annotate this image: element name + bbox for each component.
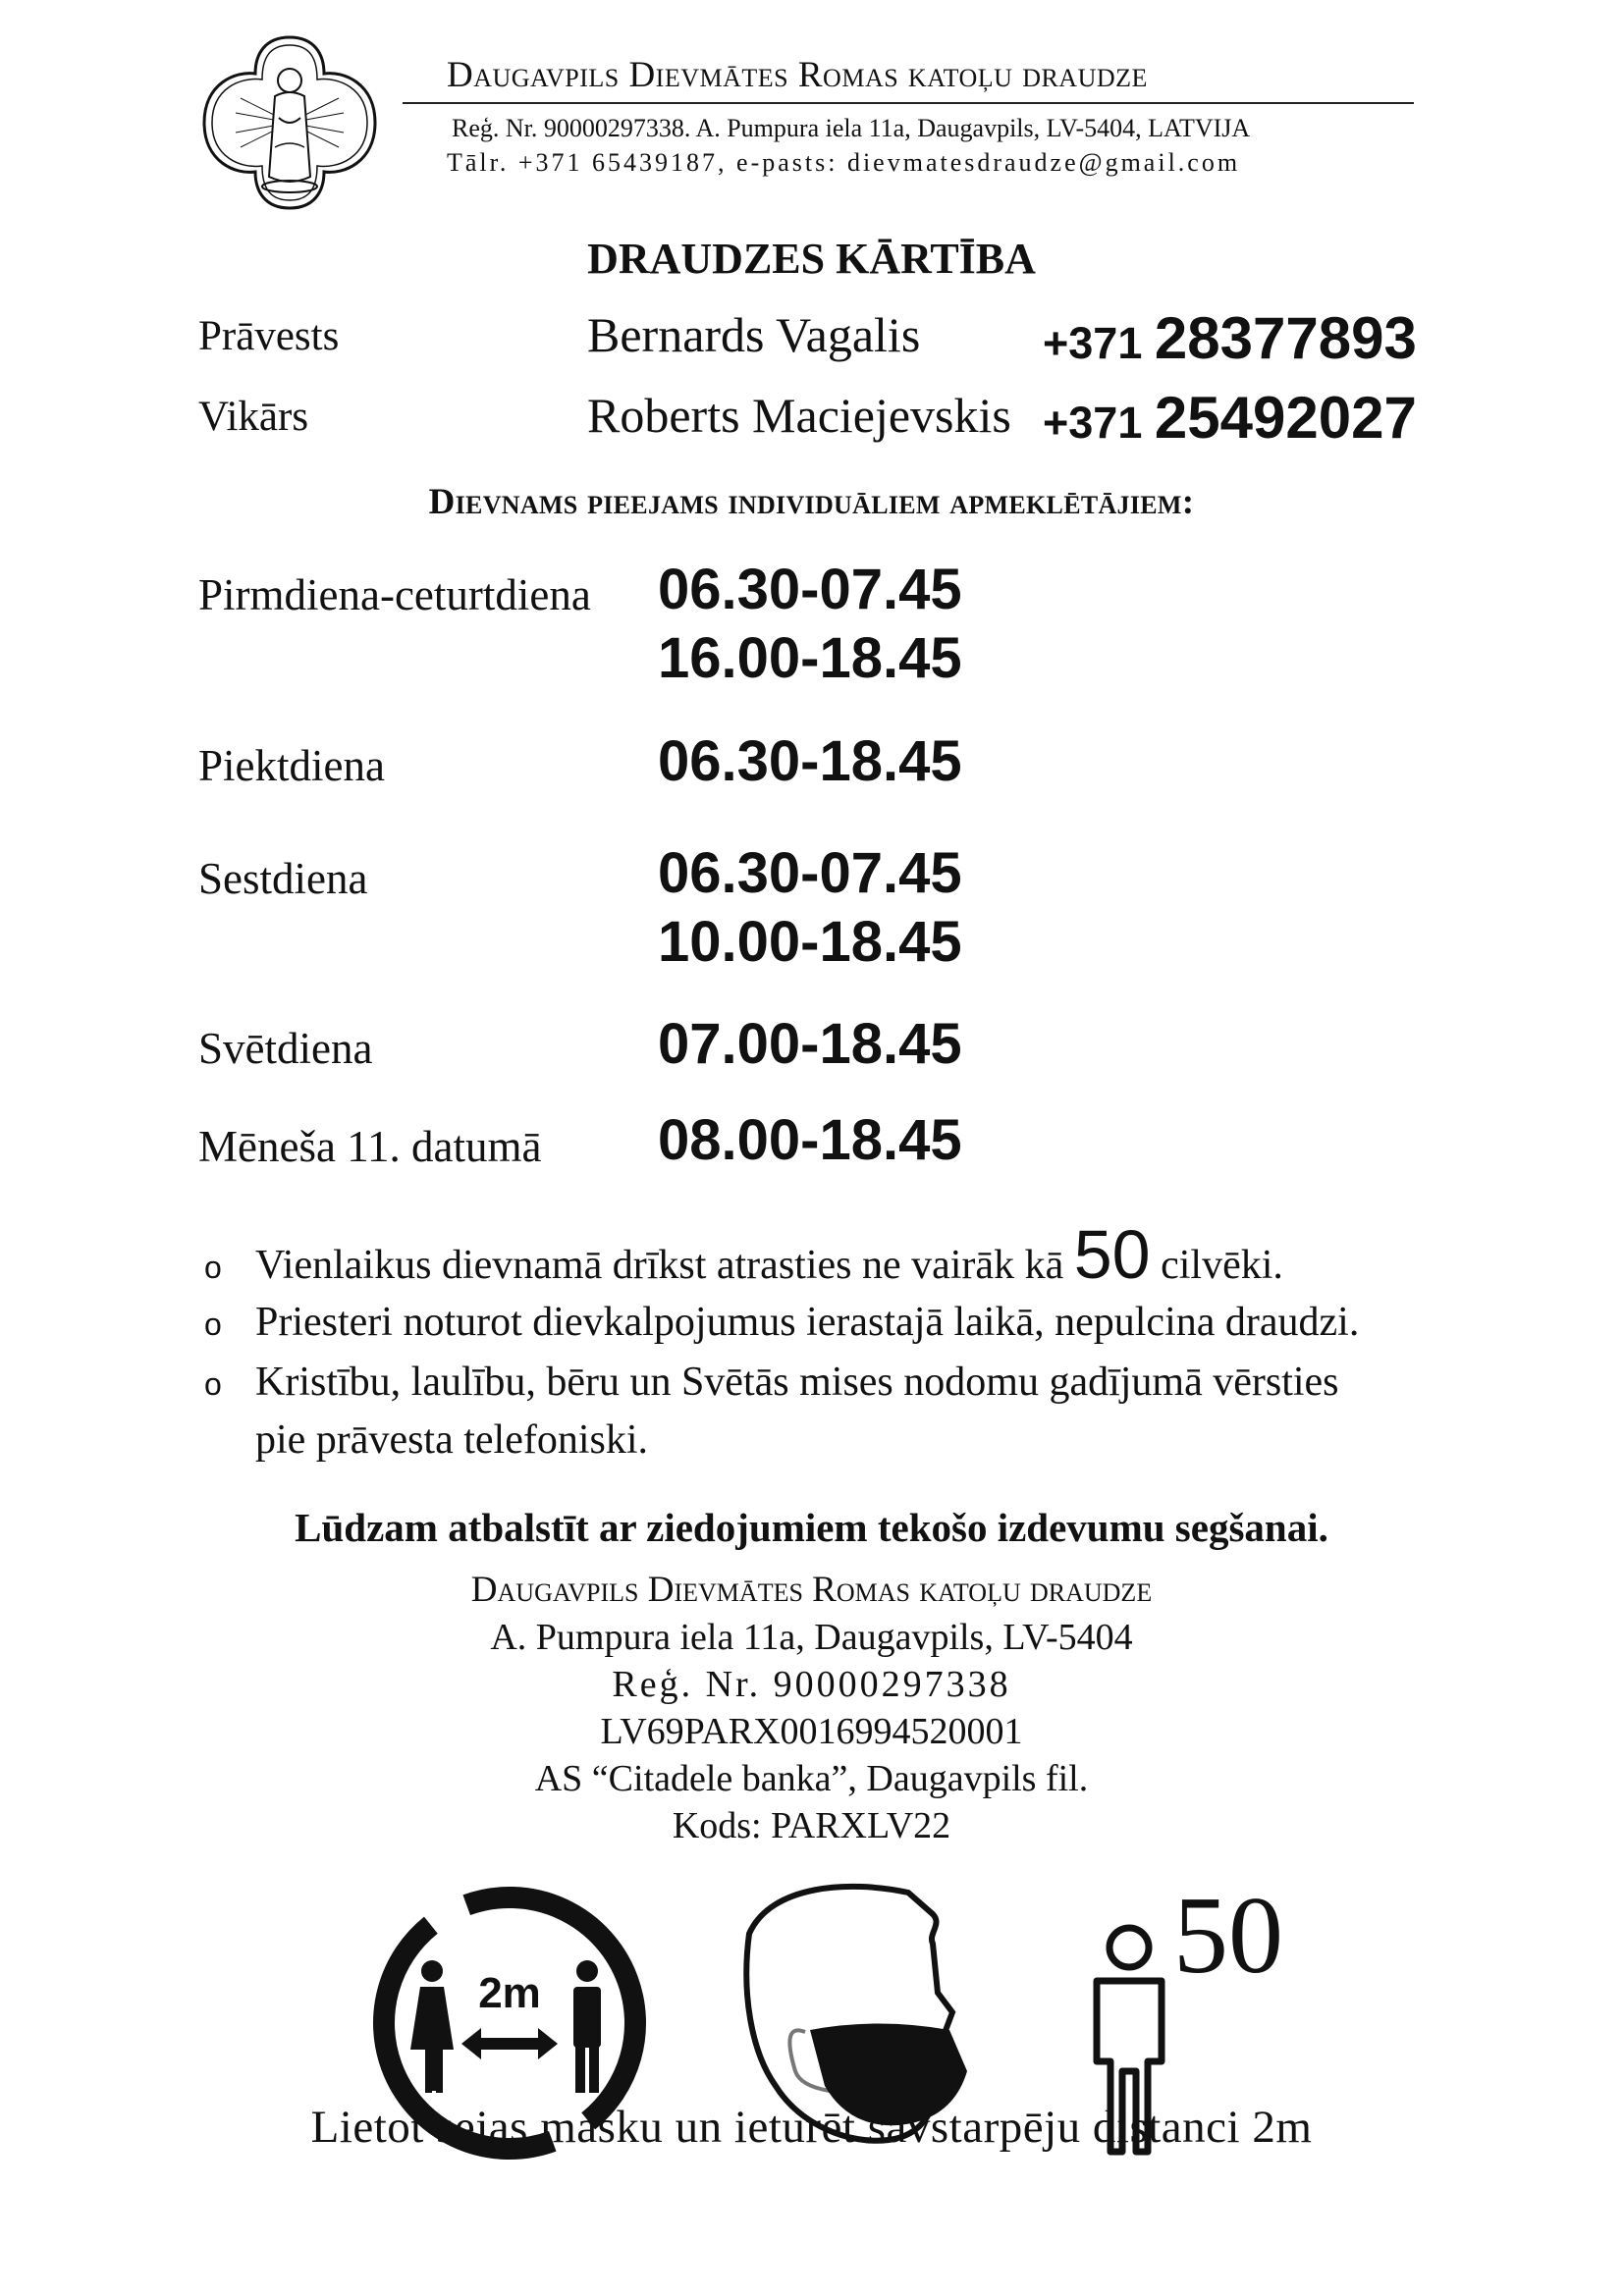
schedule-time: 06.30-18.45 (658, 729, 962, 793)
schedule-time: 06.30-07.45 (658, 558, 962, 621)
people-limit-number: 50 (1073, 1216, 1151, 1293)
parish-logo (196, 29, 383, 216)
rule-text: cilvēki. (1161, 1243, 1283, 1288)
rule-text: Kristību, laulību, bēru un Svētās mises nodomu gadījumā vērsties (255, 1360, 1339, 1405)
schedule-time: 07.00-18.45 (658, 1012, 962, 1076)
page-title: DRAUDZES KĀRTĪBA (587, 235, 1036, 283)
schedule-time: 16.00-18.45 (658, 626, 962, 690)
bullet-marker: o (204, 1307, 222, 1342)
staff-name: Roberts Maciejevskis (587, 388, 1011, 443)
schedule-day: Sestdiena (198, 854, 368, 903)
bullet-marker: o (204, 1366, 222, 1402)
bank-name: AS “Citadele banka”, Daugavpils fil. (534, 1758, 1089, 1799)
phone-prefix: +371 (1043, 398, 1143, 448)
schedule-day: Mēneša 11. datumā (198, 1122, 542, 1171)
rule-text: Priesteri noturot dievkalpojumus ierastajā laikā, nepulcina draudzi. (255, 1300, 1360, 1345)
contact-line: Tālr. +371 65439187, e-pasts: dievmatesdraudze@gmail.com (447, 148, 1241, 177)
rule-item (204, 1293, 1359, 1355)
rule-item (204, 1216, 1283, 1298)
staff-role: Prāvests (198, 313, 340, 359)
rule-item (204, 1353, 1339, 1415)
bullet-marker: o (204, 1250, 222, 1285)
people-count-label: 50 (1173, 1875, 1283, 1997)
schedule-day: Piektdiena (198, 741, 385, 790)
schedule-time: 06.30-07.45 (658, 841, 962, 905)
rule-text-continuation: pie prāvesta telefoniski. (255, 1417, 649, 1463)
bank-address: A. Pumpura iela 11a, Daugavpils, LV-5404 (490, 1617, 1133, 1658)
distance-label: 2m (478, 1969, 541, 2017)
bank-org-name: Daugavpils Dievmātes Romas katoļu draudze (470, 1570, 1153, 1610)
madonna-emblem-icon (196, 29, 383, 216)
phone-prefix: +371 (1043, 318, 1143, 368)
header-divider (403, 102, 1414, 104)
staff-phone (1043, 384, 1417, 452)
phone-number: 25492027 (1154, 385, 1417, 451)
phone-number: 28377893 (1154, 305, 1417, 371)
rule-text: Vienlaikus dievnamā drīkst atrasties ne vairāk kā (255, 1243, 1064, 1288)
schedule-day: Pirmdiena-ceturtdiena (198, 570, 591, 619)
bank-registration: Reģ. Nr. 90000297338 (612, 1664, 1011, 1705)
bank-code: Kods: PARXLV22 (672, 1805, 951, 1846)
organization-name: Daugavpils Dievmātes Romas katoļu draudze (447, 55, 1148, 95)
schedule-time: 10.00-18.45 (658, 910, 962, 974)
staff-phone (1043, 304, 1417, 372)
schedule-time: 08.00-18.45 (658, 1108, 962, 1172)
donation-heading: Lūdzam atbalstīt ar ziedojumiem tekošo izdevumu segšanai. (295, 1505, 1328, 1550)
schedule-day: Svētdiena (198, 1024, 373, 1073)
registration-address-line: Reģ. Nr. 90000297338. A. Pumpura iela 11a, Daugavpils, LV-5404, LATVIJA (452, 114, 1251, 142)
staff-role: Vikārs (198, 394, 309, 440)
footer-instruction: Lietot sejas masku un ieturēt savstarpēju distanci 2m (310, 2102, 1313, 2153)
staff-name: Bernards Vagalis (587, 307, 921, 362)
bank-account: LV69PARX0016994520001 (600, 1711, 1023, 1752)
access-heading: Dievnams pieejams individuāliem apmeklētājiem: (428, 482, 1195, 522)
